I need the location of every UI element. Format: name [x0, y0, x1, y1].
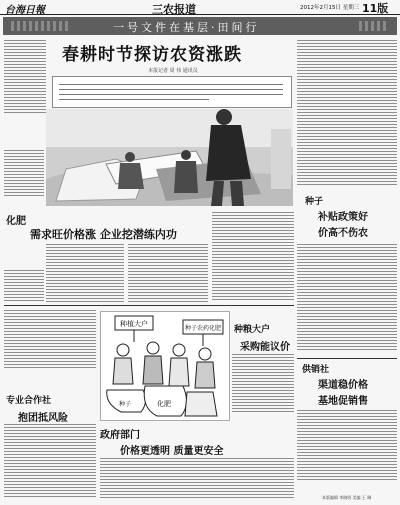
seed-text: [297, 244, 397, 352]
supply-tag: 供销社: [302, 365, 330, 375]
cartoon-bag-label: 化肥: [157, 400, 171, 408]
article-byline: 本报记者 周 伟 通讯员: [148, 68, 198, 74]
gov-tag: 政府部门: [100, 430, 140, 441]
grower-tag: 种粮大户: [234, 325, 271, 335]
farmers-loading-sacks-photo: [46, 109, 293, 206]
coop-text-upper: [4, 310, 96, 370]
banner-decoration-left: [11, 21, 71, 31]
left-column-text: [4, 40, 46, 115]
seed-title-line1: 补贴政策好: [318, 212, 368, 223]
photo-caption-text: [4, 270, 44, 303]
coop-tag: 专业合作社: [6, 396, 52, 406]
right-divider: [297, 358, 397, 359]
left-column-text-lower: [4, 150, 44, 198]
grower-text: [232, 354, 294, 414]
coop-text-lower: [4, 424, 96, 499]
lead-paragraph-box: [52, 76, 292, 108]
newspaper-logo: 台海日報: [5, 5, 45, 16]
series-banner: [3, 17, 397, 35]
seed-title-line2: 价高不伤农: [318, 228, 368, 239]
issue-date: 2012年2月15日 星期三: [300, 5, 360, 11]
seed-tag: 种子: [305, 197, 324, 207]
supply-title-line1: 渠道稳价格: [318, 380, 368, 391]
banner-title: 一号文件在基层·田间行: [113, 21, 260, 34]
gov-title: 价格更透明 质量更安全: [120, 446, 224, 457]
fertilizer-title: 需求旺价格涨 企业挖潜练内功: [30, 228, 177, 241]
right-column-text: [297, 40, 397, 187]
editor-credit: 本版编辑 李晓明 美编 王 琳: [322, 495, 372, 500]
section-divider: [4, 305, 294, 306]
cartoon-sign-right: 种子农药化肥: [184, 325, 222, 332]
cartoon-sack-label: 种子: [118, 401, 132, 408]
coop-title: 抱团抵风险: [18, 413, 68, 424]
fertilizer-text-col2: [128, 244, 208, 304]
page-number: 11版: [362, 2, 389, 15]
fertilizer-tag: 化肥: [6, 216, 26, 227]
supply-text: [297, 410, 397, 482]
supply-title-line2: 基地促销售: [318, 396, 368, 407]
fertilizer-text-col1: [46, 244, 124, 304]
section-name: 三农报道: [152, 3, 196, 16]
cartoon-sign-left: 种植大户: [120, 320, 148, 328]
fertilizer-text-col3: [212, 212, 294, 302]
banner-decoration-right: [359, 21, 389, 31]
masthead: [0, 0, 400, 15]
grower-title: 采购能议价: [240, 342, 290, 353]
main-headline: 春耕时节探访农资涨跌: [62, 45, 242, 65]
gov-text: [100, 458, 294, 500]
cartoon-illustration: [100, 311, 230, 421]
